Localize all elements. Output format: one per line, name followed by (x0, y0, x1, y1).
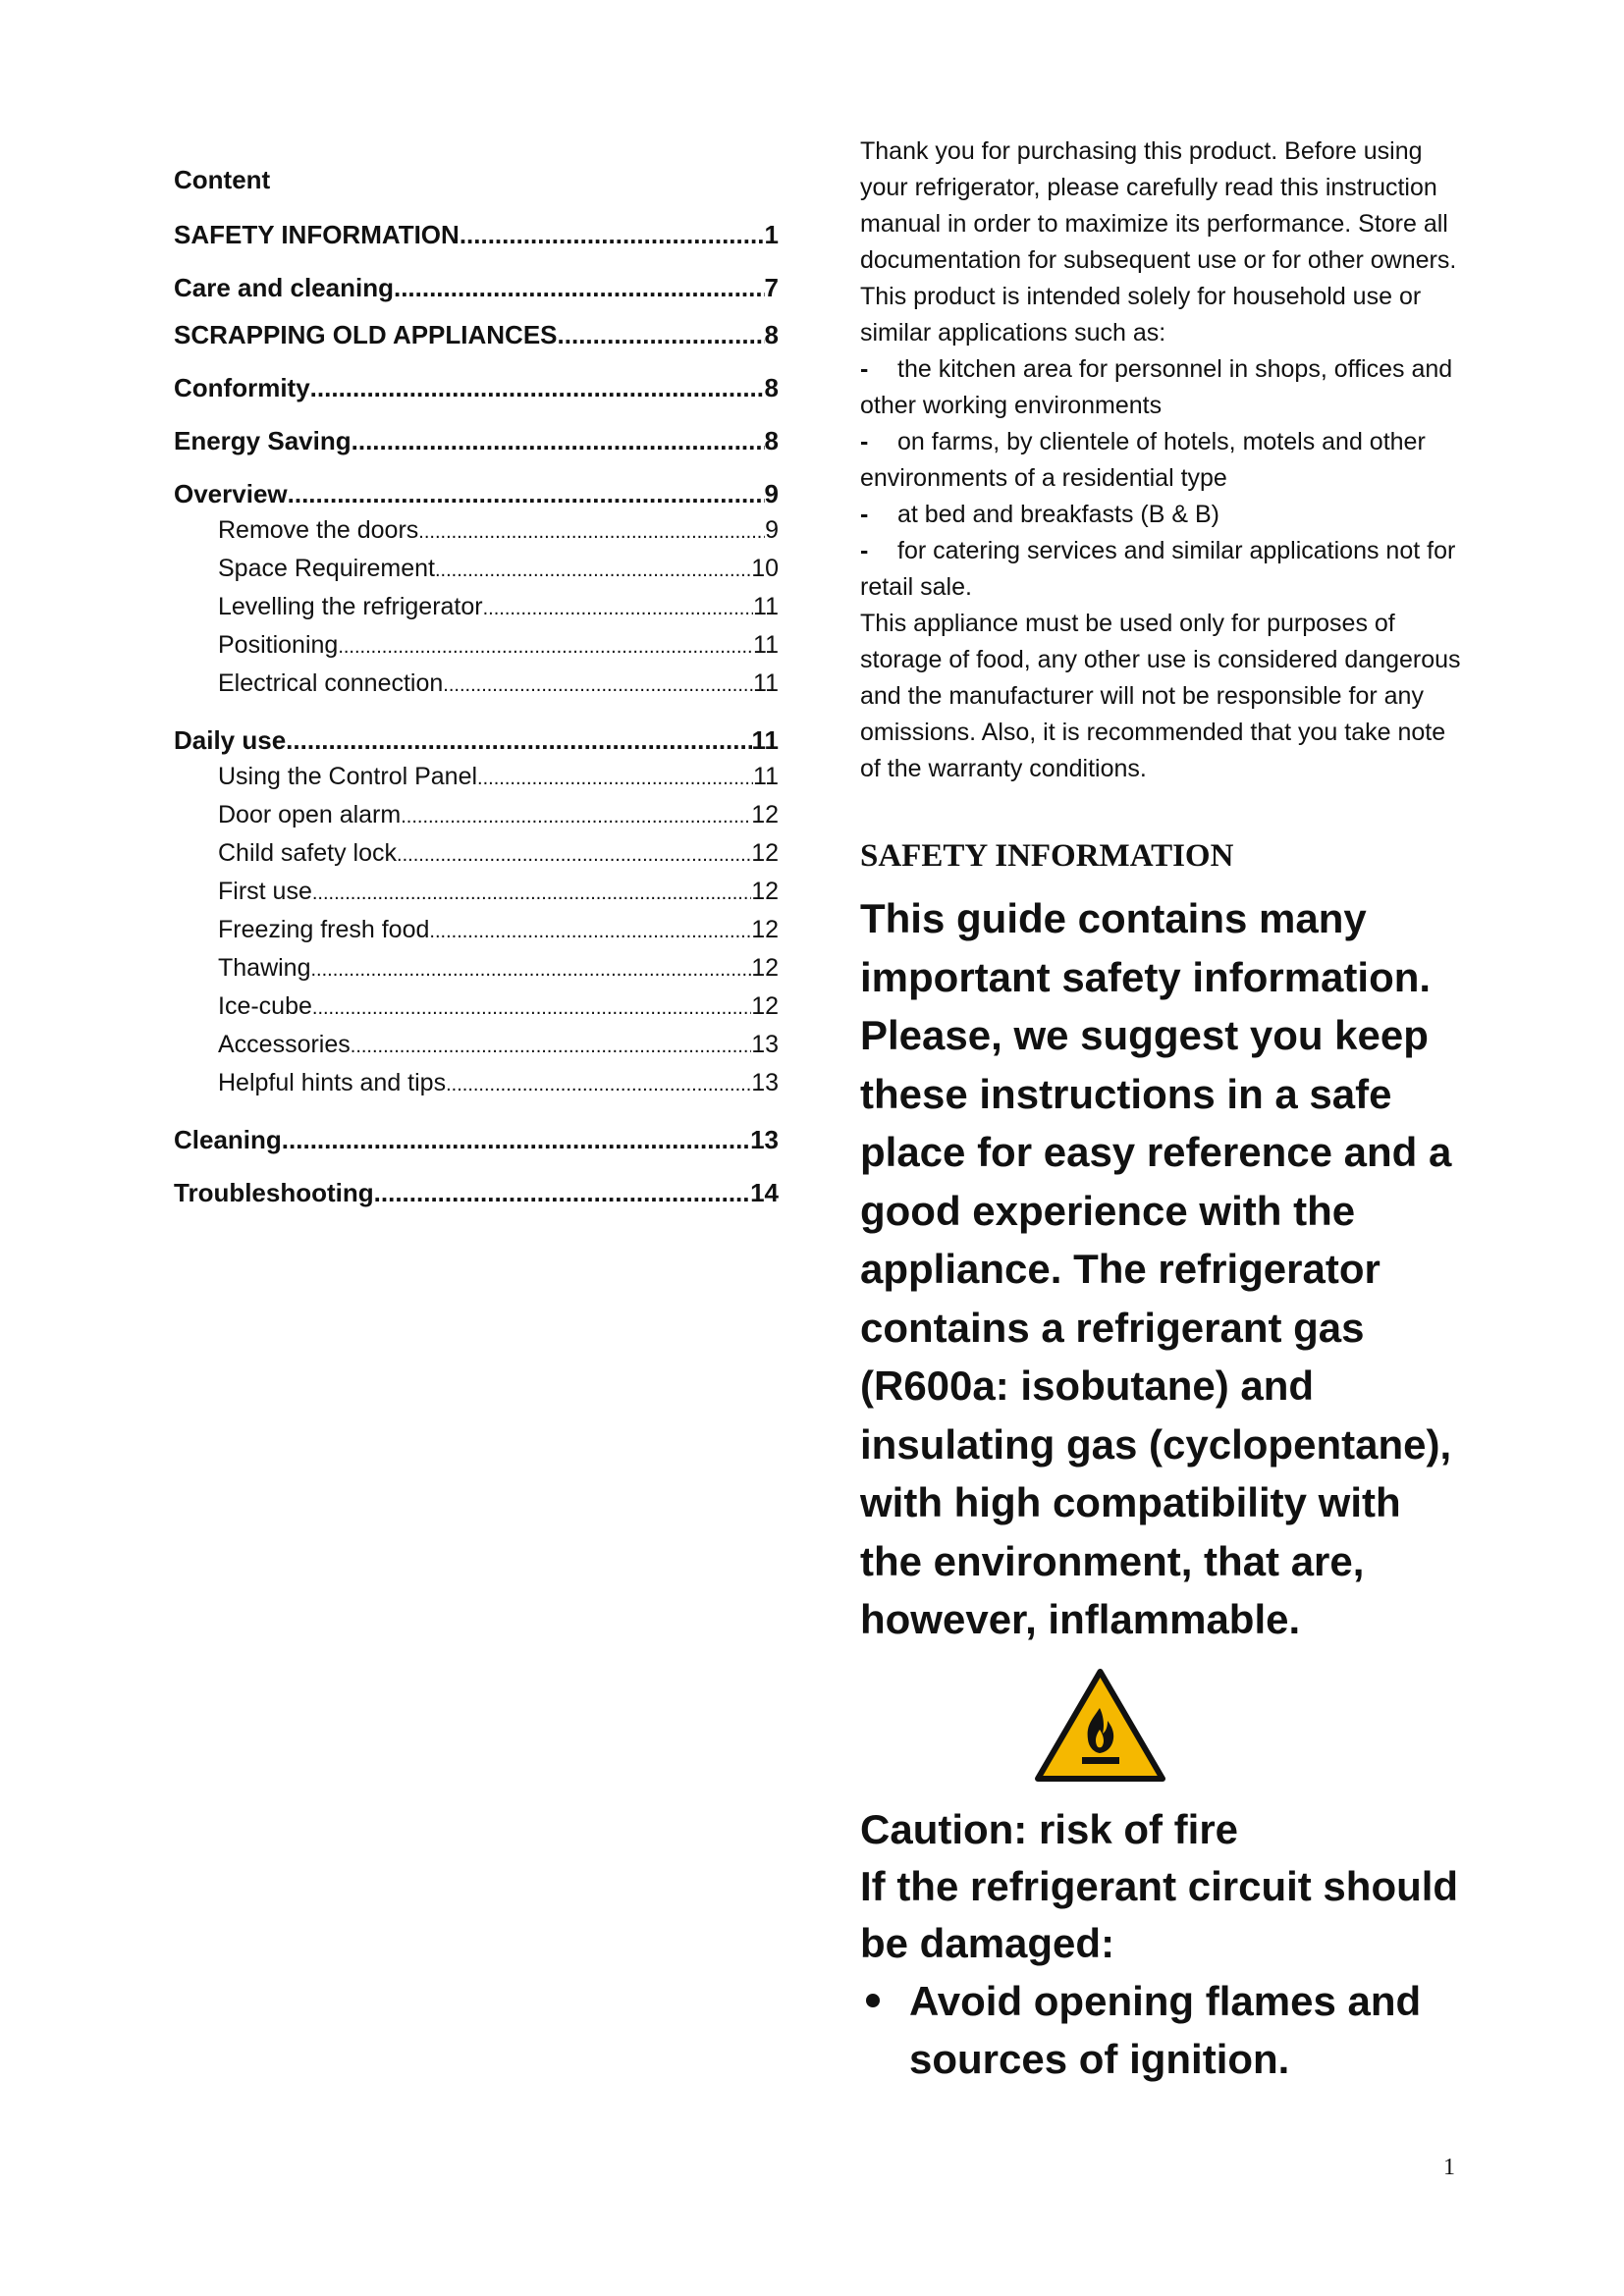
toc-entry-page: 9 (764, 479, 779, 508)
toc-entry-page: 12 (751, 954, 779, 982)
dash-marker: - (860, 355, 869, 383)
intended-use-item (860, 351, 1469, 424)
toc-entry-page: 12 (751, 878, 779, 905)
toc-leader-dots (443, 668, 753, 700)
toc-leader-dots (286, 725, 751, 755)
toc-entry-label: Positioning (218, 631, 339, 659)
toc-entry-label: Remove the doors (218, 516, 419, 544)
toc-entry-page: 11 (753, 763, 779, 790)
toc-entry-label: First use (218, 878, 312, 905)
toc-entry-page: 12 (751, 992, 779, 1020)
dash-marker: - (860, 537, 869, 564)
toc-entry-page: 8 (764, 320, 779, 349)
toc-entry-label: SAFETY INFORMATION (174, 220, 460, 249)
toc-subentry[interactable] (174, 991, 779, 1023)
toc-leader-dots (429, 915, 751, 946)
toc-entry[interactable] (174, 725, 779, 755)
toc-leader-dots (401, 800, 751, 831)
toc-entry-label: Using the Control Panel (218, 763, 478, 790)
flammable-warning-icon (1035, 1669, 1165, 1782)
toc-leader-dots (394, 273, 765, 302)
toc-subentry[interactable] (174, 762, 779, 793)
toc-leader-dots (558, 320, 765, 349)
toc-leader-dots (312, 877, 751, 908)
caution-bullet (860, 1972, 1469, 2088)
caution-title: Caution: risk of fire (860, 1805, 1239, 1852)
toc-entry-label: Thawing (218, 954, 311, 982)
toc-entry-page: 13 (750, 1125, 779, 1154)
toc-leader-dots (312, 991, 751, 1023)
intended-uses-list (860, 351, 1469, 606)
toc-subentry[interactable] (174, 554, 779, 585)
toc-leader-dots (483, 592, 753, 623)
toc-leader-dots (374, 1178, 750, 1207)
toc-entry-label: Accessories (218, 1031, 351, 1058)
toc-entry-page: 1 (764, 220, 779, 249)
toc-subentry[interactable] (174, 877, 779, 908)
table-of-contents (174, 165, 779, 1207)
toc-entry-page: 11 (753, 669, 779, 697)
toc-entry-page: 10 (751, 555, 779, 582)
toc-title: Content (174, 165, 271, 194)
toc-entry[interactable] (174, 320, 779, 349)
toc-entry-page: 13 (751, 1031, 779, 1058)
toc-entry-label: Conformity (174, 373, 310, 402)
toc-subentry[interactable] (174, 1068, 779, 1099)
toc-entry-page: 7 (764, 273, 779, 302)
toc-entry-page: 14 (750, 1178, 779, 1207)
toc-subentry[interactable] (174, 915, 779, 946)
toc-entry[interactable] (174, 273, 779, 302)
toc-entry-label: Troubleshooting (174, 1178, 374, 1207)
toc-entry-label: Levelling the refrigerator (218, 593, 483, 620)
toc-subentry[interactable] (174, 668, 779, 700)
toc-entry-page: 11 (751, 725, 779, 755)
toc-entry-page: 13 (751, 1069, 779, 1096)
intended-use-text: on farms, by clientele of hotels, motels and other environments of a residential type (860, 428, 1426, 492)
toc-entry-label: Daily use (174, 725, 287, 755)
toc-leader-dots (477, 762, 753, 793)
toc-leader-dots (311, 953, 752, 985)
toc-entry-page: 8 (764, 373, 779, 402)
toc-entry-label: Child safety lock (218, 839, 398, 867)
toc-entry[interactable] (174, 479, 779, 508)
toc-entry-page: 12 (751, 839, 779, 867)
intro-and-safety-column (860, 133, 1469, 2088)
toc-entry-label: Care and cleaning (174, 273, 394, 302)
toc-entry-label: Cleaning (174, 1125, 282, 1154)
intro-section (860, 133, 1469, 787)
toc-subentry[interactable] (174, 515, 779, 547)
toc-leader-dots (282, 1125, 750, 1154)
toc-subentry[interactable] (174, 592, 779, 623)
intended-use-item (860, 533, 1469, 606)
toc-subentry[interactable] (174, 953, 779, 985)
toc-leader-dots (460, 220, 765, 249)
intended-use-text: for catering services and similar applications not for retail sale. (860, 537, 1456, 601)
dash-marker: - (860, 501, 869, 528)
toc-leader-dots (446, 1068, 751, 1099)
intended-use-item (860, 497, 1469, 533)
toc-leader-dots (338, 630, 753, 662)
toc-entry-label: Space Requirement (218, 555, 435, 582)
safety-text: This guide contains many important safety information. Please, we suggest you keep these instructions in a safe place for easy reference and a good experience with the appliance. The refrigerator contains a refrigerant gas (R600a: isobutane) and insulating gas (cyclopentane), with high compatibility with the environment, that are, however, inflammable. (860, 895, 1452, 1642)
toc-entry-label: SCRAPPING OLD APPLIANCES (174, 320, 558, 349)
intended-use-item (860, 424, 1469, 497)
toc-entry-page: 9 (765, 516, 779, 544)
intro-closing: This appliance must be used only for purposes of storage of food, any other use is considered dangerous and the manufacturer will not be responsible for any omissions. Also, it is recommended that you take note of the warranty conditions. (860, 610, 1461, 782)
safety-heading: SAFETY INFORMATION (860, 838, 1234, 874)
toc-entry-label: Overview (174, 479, 288, 508)
toc-entry-page: 12 (751, 801, 779, 828)
toc-leader-dots (310, 373, 765, 402)
toc-entry-page: 11 (753, 593, 779, 620)
toc-entry-label: Energy Saving (174, 426, 352, 455)
intro-opening: Thank you for purchasing this product. Before using your refrigerator, please carefully read this instruction manual in order to maximize its performance. Store all documentation for subsequent use or for other owners. This product is intended solely for household use or similar applications such as: (860, 137, 1457, 347)
toc-entry[interactable] (174, 220, 779, 249)
bullet-dot-icon (866, 1994, 880, 2007)
caution-bullet-text: Avoid opening flames and sources of ignition. (909, 1977, 1422, 2082)
toc-leader-dots (288, 479, 765, 508)
toc-entry[interactable] (174, 373, 779, 402)
intended-use-text: the kitchen area for personnel in shops, offices and other working environments (860, 355, 1453, 419)
toc-entry-label: Door open alarm (218, 801, 402, 828)
toc-subentry[interactable] (174, 630, 779, 662)
toc-entry-page: 8 (764, 426, 779, 455)
toc-entry-label: Electrical connection (218, 669, 444, 697)
dash-marker: - (860, 428, 869, 455)
toc-entry-label: Freezing fresh food (218, 916, 430, 943)
caution-condition: If the refrigerant circuit should be damaged: (860, 1862, 1459, 1966)
toc-leader-dots (351, 1030, 751, 1061)
toc-entry-label: Helpful hints and tips (218, 1069, 447, 1096)
toc-subentry[interactable] (174, 1030, 779, 1061)
caution-block (860, 1801, 1469, 1972)
toc-entry[interactable] (174, 1125, 779, 1154)
toc-entry-page: 12 (751, 916, 779, 943)
toc-entry-label: Ice-cube (218, 992, 312, 1020)
toc-entry[interactable] (174, 426, 779, 455)
page-number: 1 (1443, 2155, 1455, 2180)
toc-leader-dots (397, 838, 751, 870)
toc-leader-dots (435, 554, 751, 585)
caution-bullets (860, 1972, 1469, 2088)
toc-leader-dots (418, 515, 765, 547)
toc-list (174, 220, 779, 1207)
toc-entry-page: 11 (753, 631, 779, 659)
toc-subentry[interactable] (174, 800, 779, 831)
toc-leader-dots (352, 426, 765, 455)
toc-subentry[interactable] (174, 838, 779, 870)
toc-entry[interactable] (174, 1178, 779, 1207)
intended-use-text: at bed and breakfasts (B & B) (897, 501, 1219, 528)
